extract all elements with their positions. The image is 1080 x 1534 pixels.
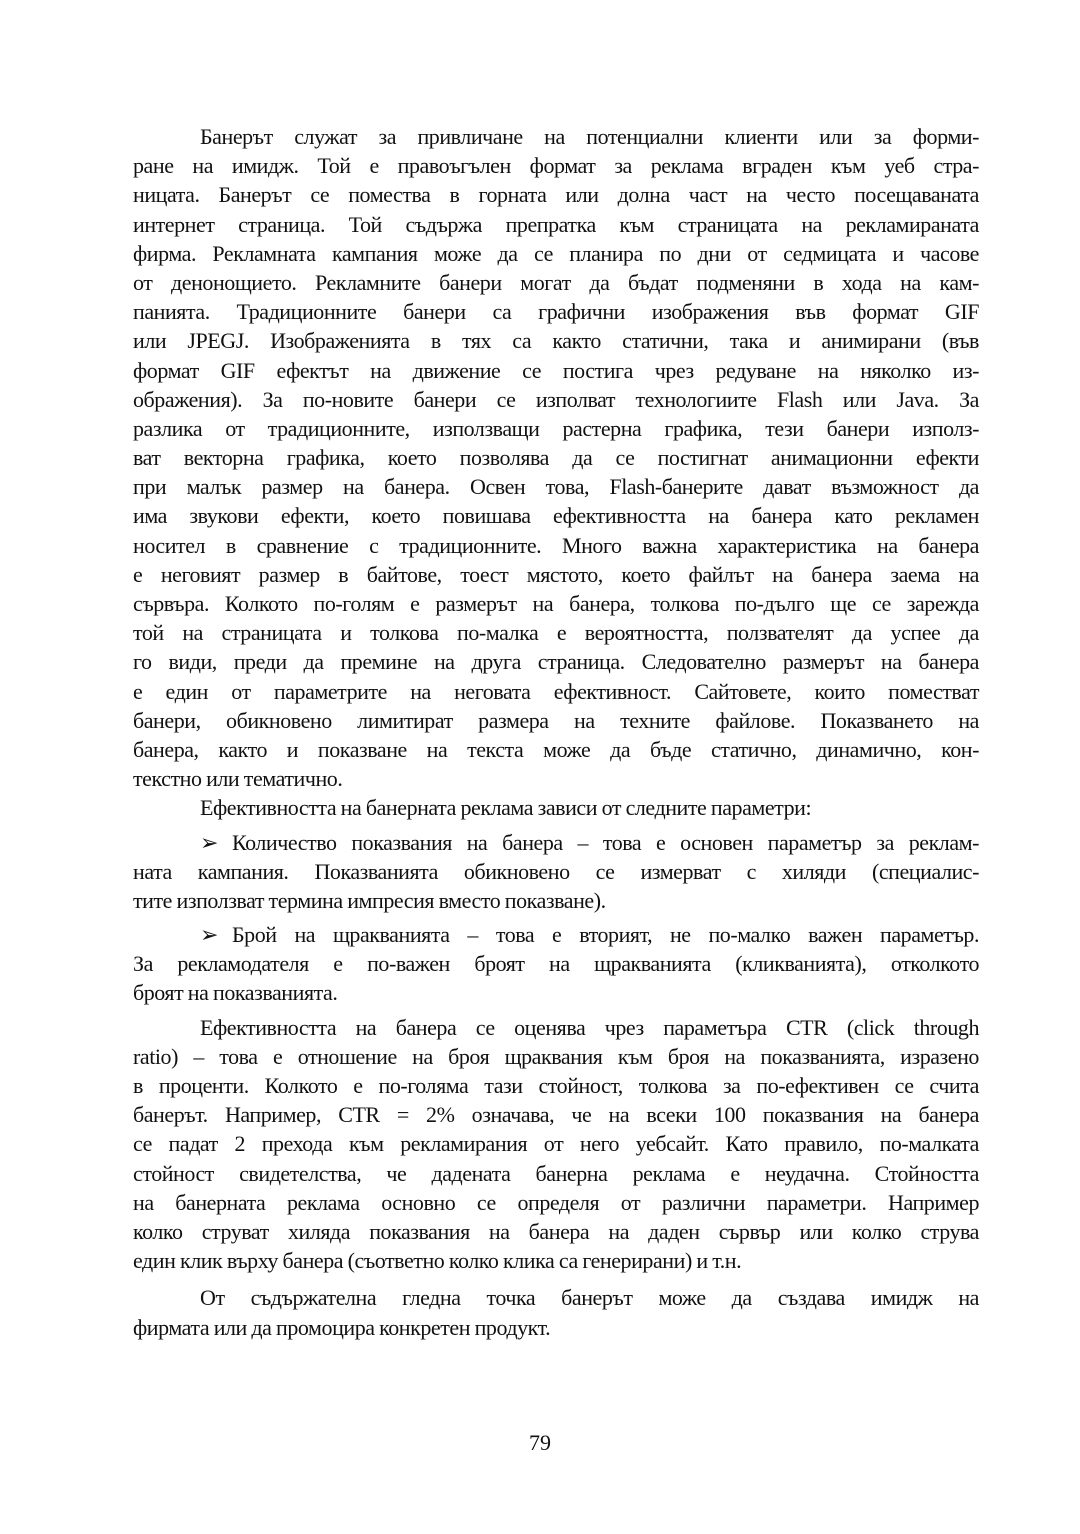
text-line: банери, обикновено лимитират размера на техните файлове. Показването на <box>133 707 979 733</box>
text-line: формат GIF ефектът на движение се постига чрез редуване на няколко из- <box>133 357 979 383</box>
text-line: Ефективността на банерната реклама зависи от следните параметри: <box>200 795 812 821</box>
bullet-item <box>133 920 979 1008</box>
text-line: броят на показванията. <box>133 980 338 1006</box>
text-line: сървъра. Колкото по-голям е размерът на банера, толкова по-дълго ще се зарежда <box>133 591 979 616</box>
text-line: ват векторна графика, което позволява да се постигнат анимационни ефекти <box>133 445 979 471</box>
text-line: От съдържателна гледна точка банерът може да създава имидж на <box>200 1285 979 1311</box>
text-line <box>133 828 979 857</box>
text-line: носител в сравнение с традиционните. Много важна характеристика на банера <box>133 532 979 558</box>
text-line: банерът. Например, CTR = 2% означава, че на всеки 100 показвания на банера <box>133 1102 979 1128</box>
text-line: ображения). За по-новите банери се изполват технологиите Flash или Java. За <box>133 386 979 412</box>
text-line: Банерът служат за привличане на потенциални клиенти или за форми- <box>200 124 979 149</box>
text-line: текстно или тематично. <box>133 766 343 792</box>
text-line: е един от параметрите на неговата ефективност. Сайтовете, които поместват <box>133 678 979 704</box>
text-line: се падат 2 прехода към рекламирания от него уебсайт. Като правило, по-малката <box>133 1131 979 1157</box>
text-line: За рекламодателя е по-важен броят на щракванията (кликванията), отколкото <box>133 951 979 977</box>
paragraph <box>133 1283 979 1341</box>
arrow-bullet-icon: ➢ <box>200 922 219 948</box>
text-line <box>133 920 979 949</box>
paragraph <box>133 122 979 793</box>
text-line: разлика от традиционните, използващи растерна графика, тези банери използ- <box>133 415 979 441</box>
text-line: ratio) – това е отношение на броя щраквания към броя на показванията, изразено <box>133 1043 979 1069</box>
text-line: той на страницата и толкова по-малка е вероятността, ползвателят да успее да <box>133 620 979 646</box>
text-line: Ефективността на банера се оценява чрез параметъра CTR (click through <box>200 1014 979 1040</box>
bullet-item <box>133 828 979 916</box>
text-line: в проценти. Колкото е по-голяма тази стойност, толкова за по-ефективен се счита <box>133 1073 979 1098</box>
paragraph <box>133 1013 979 1276</box>
text-line: на банерната реклама основно се определя от различни параметри. Например <box>133 1189 979 1215</box>
arrow-bullet-icon: ➢ <box>200 829 219 855</box>
text-line: колко струват хиляда показвания на банера на даден сървър или колко струва <box>133 1218 979 1244</box>
text-line: го види, преди да премине на друга страница. Следователно размерът на банера <box>133 649 979 675</box>
bullet-text: Количество показвания на банера – това е основен параметър за реклам- <box>232 829 979 855</box>
text-line: тите използват термина импресия вместо показване). <box>133 887 606 913</box>
text-line: ната кампания. Показванията обикновено се измерват с хиляди (специалис- <box>133 858 979 884</box>
bullet-text: Брой на щракванията – това е вторият, не по-малко важен параметър. <box>232 922 979 948</box>
text-line: ране на имидж. Той е правоъгълен формат за реклама вграден към уеб стра- <box>133 153 979 179</box>
text-line: интернет страница. Той съдържа препратка към страницата на рекламираната <box>133 211 979 237</box>
text-line: или JPEGJ. Изображенията в тях са както статични, така и анимирани (във <box>133 328 979 354</box>
page-number: 79 <box>529 1430 551 1455</box>
text-line: има звукови ефекти, което повишава ефективността на банера като рекламен <box>133 503 979 529</box>
paragraph <box>133 793 979 822</box>
text-line: при малък размер на банера. Освен това, Flash-банерите дават възможност да <box>133 474 979 500</box>
text-line: стойност свидетелства, че дадената банерна реклама е неудачна. Стойността <box>133 1160 979 1186</box>
text-line: е неговият размер в байтове, тоест мястото, което файлът на банера заема на <box>133 561 979 587</box>
text-line: ницата. Банерът се помества в горната или долна част на често посещаваната <box>133 182 979 208</box>
text-line: фирма. Рекламната кампания може да се планира по дни от седмицата и часове <box>133 240 979 266</box>
text-line: един клик върху банера (съответно колко клика са генерирани) и т.н. <box>133 1248 742 1274</box>
page-body <box>133 122 979 1342</box>
text-line: фирмата или да промоцира конкретен продукт. <box>133 1314 551 1340</box>
text-line: от денонощието. Рекламните банери могат да бъдат подменяни в хода на кам- <box>133 269 979 295</box>
text-line: банера, както и показване на текста може да бъде статично, динамично, кон- <box>133 736 979 762</box>
text-line: панията. Традиционните банери са графични изображения във формат GIF <box>133 299 979 325</box>
